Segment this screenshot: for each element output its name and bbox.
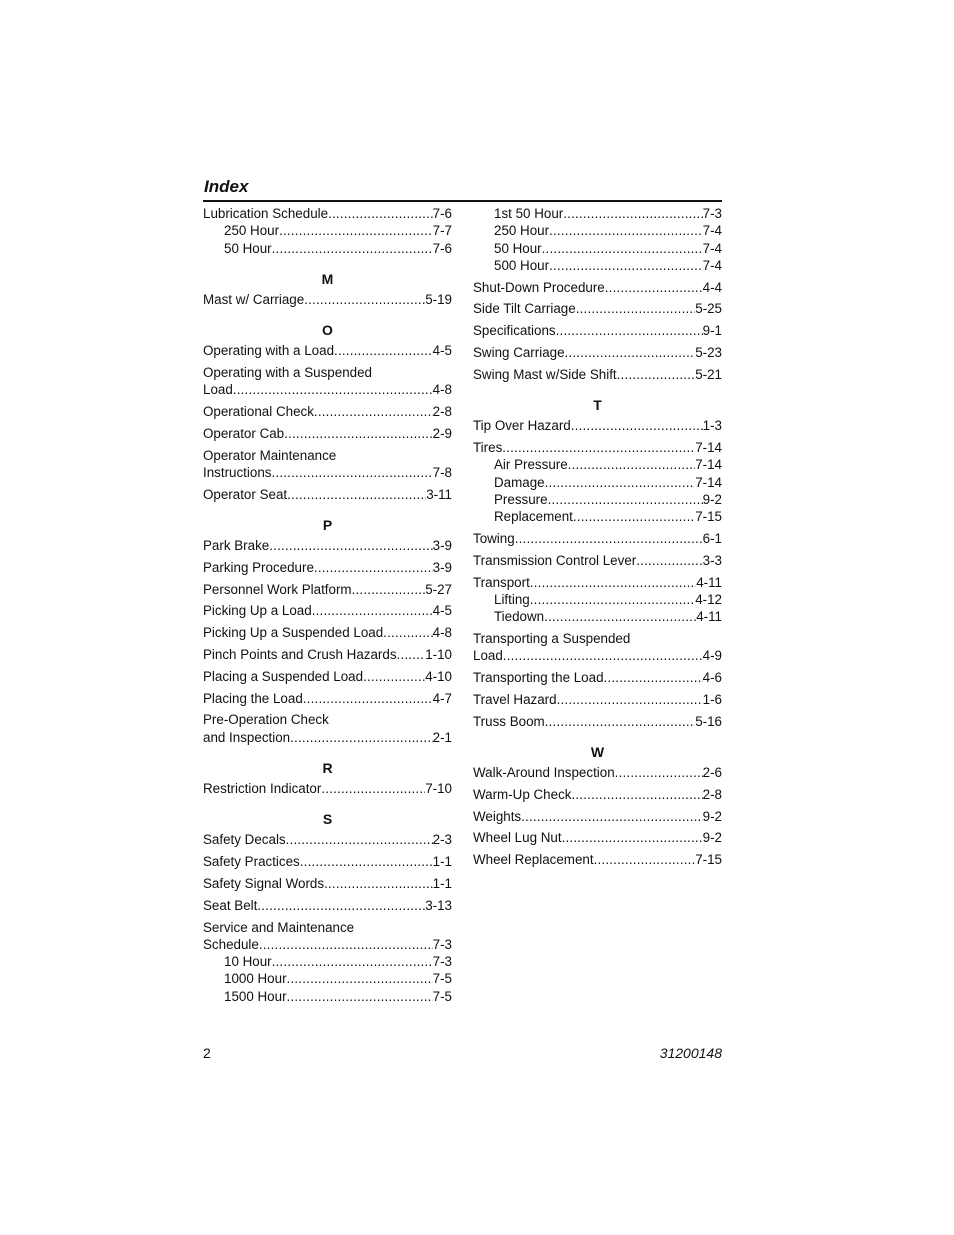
- page-reference[interactable]: 9-2: [702, 491, 722, 507]
- section-letter: R: [322, 760, 333, 777]
- index-term: Swing Carriage: [473, 345, 565, 361]
- page-reference[interactable]: 2-8: [432, 404, 452, 420]
- dot-leader: [605, 279, 703, 296]
- index-term: 50 Hour: [494, 240, 542, 256]
- index-entry[interactable]: [203, 970, 452, 987]
- index-term: Travel Hazard: [473, 691, 557, 707]
- dot-leader: [304, 291, 425, 308]
- index-term: Weights: [473, 808, 522, 824]
- dot-leader: [352, 581, 426, 598]
- index-entry[interactable]: [473, 366, 722, 383]
- index-term: Transporting the Load: [473, 670, 604, 686]
- document-number: 31200148: [659, 1045, 722, 1061]
- index-term: Air Pressure: [494, 457, 568, 473]
- dot-leader: [314, 559, 433, 576]
- dot-leader: [290, 729, 433, 746]
- index-entry[interactable]: [473, 764, 722, 781]
- dot-leader: [545, 474, 696, 491]
- dot-leader: [565, 344, 696, 361]
- dot-leader: [530, 574, 696, 591]
- index-entry[interactable]: [203, 381, 452, 398]
- index-term: Truss Boom: [473, 713, 545, 729]
- page-reference[interactable]: 1-6: [702, 691, 722, 707]
- dot-leader: [233, 381, 433, 398]
- index-term: Schedule: [203, 936, 259, 952]
- dot-leader: [303, 690, 433, 707]
- page-reference[interactable]: 5-23: [695, 345, 722, 361]
- index-term: 1500 Hour: [224, 988, 287, 1004]
- page-reference[interactable]: 7-15: [695, 509, 722, 525]
- dot-leader: [604, 669, 703, 686]
- index-entry[interactable]: [473, 574, 722, 591]
- index-entry[interactable]: [473, 322, 722, 339]
- index-term: Side Tilt Carriage: [473, 301, 576, 317]
- page-reference[interactable]: 7-4: [702, 223, 722, 239]
- dot-leader: [269, 537, 432, 554]
- page-reference[interactable]: 3-11: [426, 486, 452, 502]
- dot-leader: [548, 491, 703, 508]
- index-term: 10 Hour: [224, 954, 272, 970]
- page-reference[interactable]: 5-19: [425, 291, 452, 307]
- index-entry[interactable]: [203, 729, 452, 746]
- index-term: 50 Hour: [224, 240, 272, 256]
- index-entry[interactable]: [473, 300, 722, 317]
- page-reference[interactable]: 6-1: [702, 530, 722, 546]
- page-reference[interactable]: 3-9: [432, 538, 452, 554]
- index-entry[interactable]: [473, 491, 722, 508]
- index-term: 250 Hour: [494, 223, 550, 239]
- index-entry[interactable]: [203, 537, 452, 554]
- page-reference[interactable]: 3-9: [432, 559, 452, 575]
- dot-leader: [562, 829, 703, 846]
- index-entry[interactable]: [203, 624, 452, 641]
- section-letter: T: [593, 397, 602, 414]
- index-term: Pinch Points and Crush Hazards: [203, 647, 397, 663]
- dot-leader: [272, 240, 433, 257]
- index-entry[interactable]: [203, 988, 452, 1005]
- dot-leader: [334, 342, 433, 359]
- page-reference[interactable]: 9-2: [702, 808, 722, 824]
- page-reference[interactable]: 5-27: [425, 581, 452, 597]
- index-term: Walk-Around Inspection: [473, 764, 615, 780]
- page-reference[interactable]: 4-6: [702, 670, 722, 686]
- dot-leader: [287, 970, 433, 987]
- index-entry[interactable]: [203, 780, 452, 797]
- index-entry[interactable]: [473, 669, 722, 686]
- dot-leader: [383, 624, 432, 641]
- page-reference[interactable]: 7-4: [702, 257, 722, 273]
- index-entry-line: Pre-Operation Check: [203, 712, 329, 728]
- index-entry[interactable]: [203, 668, 452, 685]
- index-entry[interactable]: [473, 240, 722, 257]
- page-reference[interactable]: 7-3: [702, 206, 722, 221]
- dot-leader: [502, 439, 695, 456]
- dot-leader: [530, 591, 695, 608]
- index-term: Safety Practices: [203, 854, 300, 870]
- index-term: Parking Procedure: [203, 559, 314, 575]
- dot-leader: [563, 205, 702, 222]
- index-entry[interactable]: [473, 222, 722, 239]
- index-entry[interactable]: [203, 602, 452, 619]
- page-reference[interactable]: 2-3: [432, 832, 452, 848]
- index-entry[interactable]: [203, 240, 452, 257]
- index-term: Replacement: [494, 509, 573, 525]
- dot-leader: [328, 205, 433, 222]
- index-term: and Inspection: [203, 729, 291, 745]
- index-term: Picking Up a Suspended Load: [203, 625, 384, 641]
- page-reference[interactable]: 7-6: [432, 206, 452, 221]
- page-reference[interactable]: 1-10: [425, 647, 452, 663]
- index-entry[interactable]: [473, 829, 722, 846]
- dot-leader: [257, 897, 425, 914]
- dot-leader: [300, 853, 433, 870]
- index-entry[interactable]: [473, 530, 722, 547]
- page-reference[interactable]: 2-9: [432, 425, 452, 441]
- index-term: Mast w/ Carriage: [203, 291, 305, 307]
- index-term: Operator Cab: [203, 425, 285, 441]
- index-entry-line: Operator Maintenance: [203, 447, 337, 463]
- index-term: Personnel Work Platform: [203, 581, 352, 597]
- index-entry[interactable]: [473, 552, 722, 569]
- page-reference[interactable]: 4-11: [696, 609, 722, 625]
- index-term: Operating with a Load: [203, 343, 335, 359]
- header-rule: [203, 200, 722, 202]
- dot-leader: [286, 831, 433, 848]
- index-entry[interactable]: [203, 831, 452, 848]
- dot-leader: [576, 300, 695, 317]
- index-entry-line: Service and Maintenance: [203, 919, 355, 935]
- index-term: Safety Signal Words: [203, 875, 325, 891]
- dot-leader: [279, 222, 433, 239]
- index-term: Lifting: [494, 591, 530, 607]
- dot-leader: [594, 851, 696, 868]
- dot-leader: [573, 508, 695, 525]
- index-term: 1st 50 Hour: [494, 206, 564, 221]
- dot-leader: [324, 875, 433, 892]
- page-reference[interactable]: 3-3: [702, 552, 722, 568]
- index-entry[interactable]: [203, 690, 452, 707]
- page-reference[interactable]: 2-1: [432, 729, 452, 745]
- index-term: Wheel Lug Nut: [473, 830, 562, 846]
- index-term: Warm-Up Check: [473, 786, 572, 802]
- page-reference[interactable]: 4-5: [432, 603, 452, 619]
- dot-leader: [363, 668, 425, 685]
- page-reference[interactable]: 3-13: [425, 897, 452, 913]
- dot-leader: [557, 691, 703, 708]
- index-entry[interactable]: [473, 205, 722, 222]
- index-term: 500 Hour: [494, 257, 550, 273]
- index-column-left: [203, 205, 452, 1005]
- index-term: Transport: [473, 574, 530, 590]
- index-entry[interactable]: [203, 464, 452, 481]
- index-entry[interactable]: [203, 936, 452, 953]
- index-entry[interactable]: [203, 646, 452, 663]
- page-reference[interactable]: 7-7: [432, 223, 452, 239]
- dot-leader: [314, 403, 433, 420]
- index-entry[interactable]: [203, 342, 452, 359]
- page-reference[interactable]: 2-6: [702, 764, 722, 780]
- index-term: Placing the Load: [203, 690, 303, 706]
- dot-leader: [515, 530, 703, 547]
- index-entry[interactable]: [473, 608, 722, 625]
- section-letter: O: [322, 322, 333, 339]
- index-term: Towing: [473, 530, 515, 546]
- dot-leader: [556, 322, 703, 339]
- page-reference[interactable]: 7-8: [432, 464, 452, 480]
- dot-leader: [397, 646, 426, 663]
- index-entry-line: Operating with a Suspended: [203, 364, 372, 380]
- section-letter: P: [322, 517, 333, 534]
- index-entry[interactable]: [203, 425, 452, 442]
- dot-leader: [271, 464, 432, 481]
- page-reference[interactable]: 7-5: [432, 971, 452, 987]
- dot-leader: [636, 552, 702, 569]
- dot-leader: [617, 366, 696, 383]
- index-entry[interactable]: [473, 439, 722, 456]
- page-reference[interactable]: 7-14: [695, 457, 722, 473]
- page-reference[interactable]: 5-25: [695, 301, 722, 317]
- index-term: Instructions: [203, 464, 272, 480]
- page-reference[interactable]: 5-21: [695, 366, 722, 382]
- page-reference[interactable]: 1-1: [432, 875, 452, 891]
- page-reference[interactable]: 4-11: [696, 574, 722, 590]
- dot-leader: [521, 808, 703, 825]
- index-entry[interactable]: [203, 853, 452, 870]
- index-term: Tires: [473, 439, 503, 455]
- section-letter: W: [590, 743, 605, 760]
- index-entry[interactable]: [473, 257, 722, 274]
- index-column-right: [473, 205, 722, 868]
- dot-leader: [321, 780, 425, 797]
- page-reference[interactable]: 4-12: [695, 591, 722, 607]
- index-term: 1000 Hour: [224, 971, 287, 987]
- page-reference[interactable]: 4-4: [702, 279, 722, 295]
- page-reference[interactable]: 2-8: [702, 786, 722, 802]
- index-entry[interactable]: [473, 786, 722, 803]
- page-reference[interactable]: 4-8: [432, 382, 452, 398]
- index-entry[interactable]: [203, 403, 452, 420]
- page-reference[interactable]: 9-1: [702, 323, 722, 339]
- index-entry[interactable]: [473, 474, 722, 491]
- index-term: Swing Mast w/Side Shift: [473, 366, 617, 382]
- index-entry[interactable]: [473, 647, 722, 664]
- index-entry[interactable]: [473, 591, 722, 608]
- index-term: Load: [473, 648, 503, 664]
- page-reference[interactable]: 7-14: [695, 439, 722, 455]
- dot-leader: [312, 602, 433, 619]
- index-term: Specifications: [473, 323, 556, 339]
- index-entry[interactable]: [203, 291, 452, 308]
- index-entry[interactable]: [203, 581, 452, 598]
- index-entry[interactable]: [203, 222, 452, 239]
- page-reference[interactable]: 7-15: [695, 852, 722, 868]
- page-reference[interactable]: 7-6: [432, 240, 452, 256]
- page-reference[interactable]: 4-9: [702, 648, 722, 664]
- dot-leader: [284, 425, 433, 442]
- index-entry[interactable]: [473, 456, 722, 473]
- page-title: Index: [204, 177, 249, 196]
- section-letter: M: [321, 270, 334, 287]
- dot-leader: [549, 222, 703, 239]
- index-entry[interactable]: [473, 691, 722, 708]
- index-entry[interactable]: [203, 875, 452, 892]
- dot-leader: [542, 240, 703, 257]
- index-entry[interactable]: [203, 205, 452, 222]
- index-term: Tiedown: [494, 609, 545, 625]
- dot-leader: [568, 456, 696, 473]
- index-entry[interactable]: [473, 508, 722, 525]
- page-reference[interactable]: 7-3: [432, 936, 452, 952]
- page-reference[interactable]: 7-10: [425, 781, 452, 797]
- index-term: Operator Seat: [203, 486, 288, 502]
- index-term: Tip Over Hazard: [473, 418, 571, 434]
- page-reference[interactable]: 7-5: [432, 988, 452, 1004]
- dot-leader: [571, 786, 702, 803]
- dot-leader: [503, 647, 703, 664]
- dot-leader: [545, 713, 696, 730]
- index-term: Wheel Replacement: [473, 852, 594, 868]
- page-reference[interactable]: 1-3: [702, 418, 722, 434]
- index-entry[interactable]: [473, 713, 722, 730]
- page-reference[interactable]: 4-8: [432, 625, 452, 641]
- index-term: Placing a Suspended Load: [203, 668, 364, 684]
- page-reference[interactable]: 7-3: [432, 954, 452, 970]
- index-term: Lubrication Schedule: [203, 206, 329, 221]
- index-term: Shut-Down Procedure: [473, 279, 605, 295]
- page-number: 2: [203, 1045, 211, 1061]
- page-reference[interactable]: 4-7: [432, 690, 452, 706]
- page-reference[interactable]: 4-5: [432, 343, 452, 359]
- dot-leader: [272, 953, 433, 970]
- page-reference[interactable]: 1-1: [432, 854, 452, 870]
- index-term: Park Brake: [203, 538, 270, 554]
- index-term: 250 Hour: [224, 223, 280, 239]
- index-entry[interactable]: [473, 344, 722, 361]
- index-term: Picking Up a Load: [203, 603, 312, 619]
- page-reference[interactable]: 7-14: [695, 474, 722, 490]
- index-term: Safety Decals: [203, 832, 286, 848]
- index-term: Seat Belt: [203, 897, 258, 913]
- page-reference[interactable]: 7-4: [702, 240, 722, 256]
- dot-leader: [615, 764, 703, 781]
- page-reference[interactable]: 4-10: [425, 668, 452, 684]
- section-letter: S: [322, 811, 333, 828]
- index-term: Pressure: [494, 491, 548, 507]
- index-entry[interactable]: [203, 897, 452, 914]
- index-entry[interactable]: [473, 417, 722, 434]
- dot-leader: [287, 988, 433, 1005]
- dot-leader: [259, 936, 433, 953]
- index-entry[interactable]: [473, 808, 722, 825]
- index-term: Operational Check: [203, 404, 314, 420]
- index-entry[interactable]: [203, 559, 452, 576]
- index-entry[interactable]: [473, 851, 722, 868]
- index-entry-line: Transporting a Suspended: [473, 630, 631, 646]
- index-entry[interactable]: [203, 953, 452, 970]
- index-entry[interactable]: [473, 279, 722, 296]
- index-term: Transmission Control Lever: [473, 552, 637, 568]
- page-reference[interactable]: 5-16: [695, 713, 722, 729]
- page-reference[interactable]: 9-2: [702, 830, 722, 846]
- index-term: Load: [203, 382, 233, 398]
- dot-leader: [544, 608, 696, 625]
- dot-leader: [287, 486, 426, 503]
- index-term: Damage: [494, 474, 545, 490]
- index-entry[interactable]: [203, 486, 452, 503]
- dot-leader: [571, 417, 703, 434]
- index-term: Restriction Indicator: [203, 781, 322, 797]
- dot-leader: [549, 257, 703, 274]
